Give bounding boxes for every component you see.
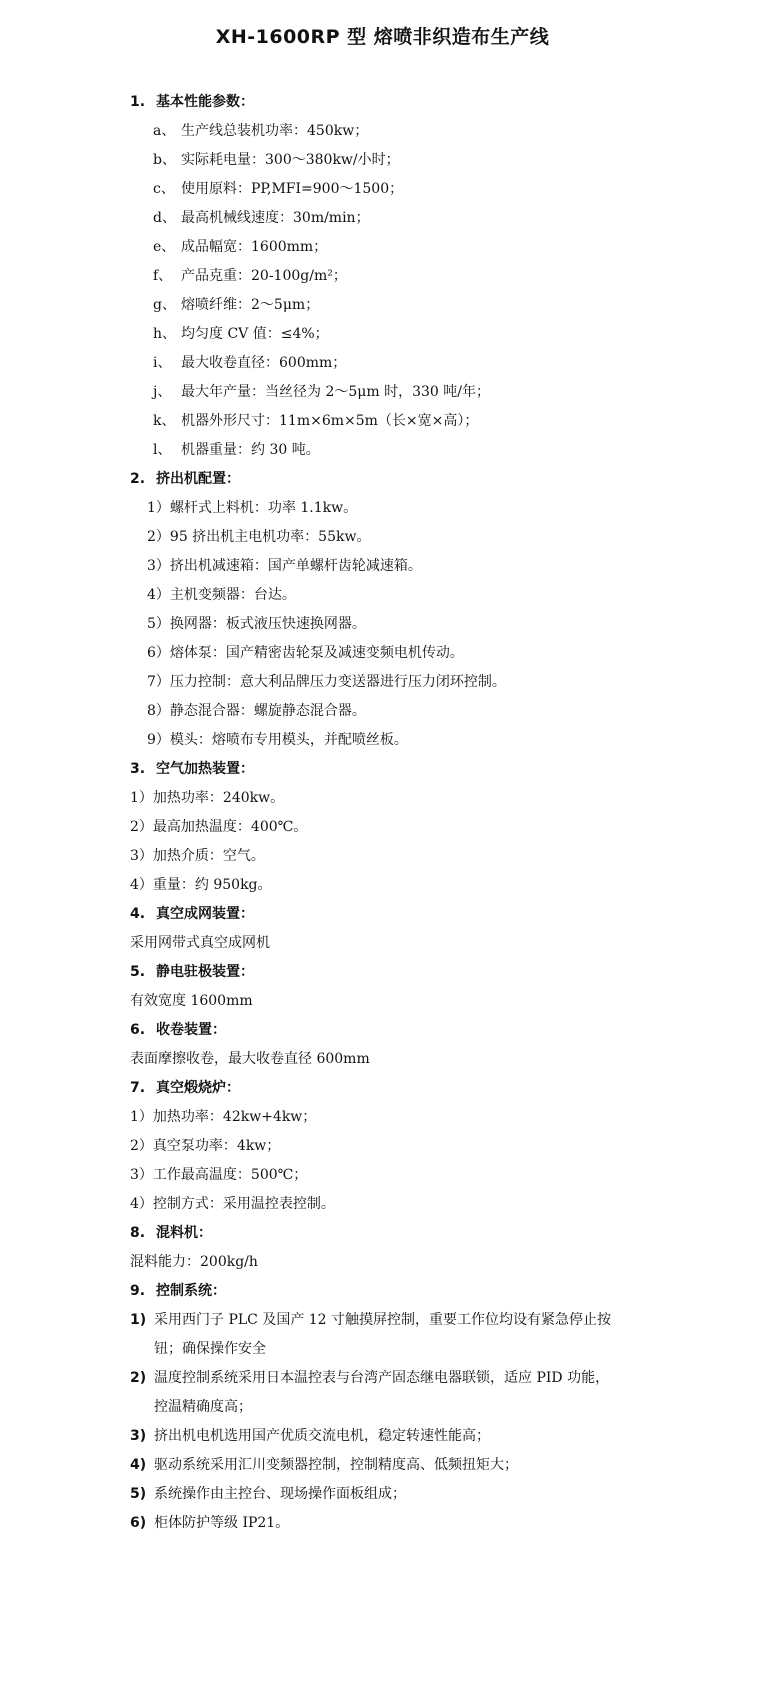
furnace-item: 1）加热功率：42kw+4kw；	[130, 1109, 317, 1125]
control-item: 5) 系统操作由主控台、现场操作面板组成；	[130, 1486, 406, 1502]
spec-item: g、 熔喷纤维：2～5μm；	[153, 297, 320, 313]
spec-item: d、 最高机械线速度：30m/min；	[153, 210, 370, 226]
extruder-item: 8）静态混合器：螺旋静态混合器。	[147, 703, 366, 719]
document-title: XH-1600RP 型 熔喷非织造布生产线	[215, 26, 550, 48]
air-heating-item: 4）重量：约 950kg。	[130, 877, 272, 893]
spec-item: e、 成品幅宽：1600mm；	[153, 239, 328, 255]
section-3-heading: 3. 空气加热装置：	[130, 761, 254, 777]
extruder-item: 9）模头：熔喷布专用模头，并配喷丝板。	[147, 732, 408, 748]
control-item-continuation: 钮；确保操作安全	[154, 1341, 266, 1357]
spec-item: j、 最大年产量：当丝径为 2～5μm 时，330 吨/年；	[153, 384, 490, 400]
control-item: 1) 采用西门子 PLC 及国产 12 寸触摸屏控制，重要工作位均设有紧急停止按	[130, 1312, 612, 1328]
extruder-item: 7）压力控制：意大利品牌压力变送器进行压力闭环控制。	[147, 674, 506, 690]
section-4-heading: 4. 真空成网装置：	[130, 906, 254, 922]
section-5-heading: 5. 静电驻极装置：	[130, 964, 254, 980]
section-1-heading: 1. 基本性能参数：	[130, 94, 254, 110]
extruder-item: 4）主机变频器：台达。	[147, 587, 296, 603]
control-item: 6) 柜体防护等级 IP21。	[130, 1515, 290, 1531]
section-6-heading: 6. 收卷装置：	[130, 1022, 226, 1038]
extruder-item: 2）95 挤出机主电机功率：55kw。	[147, 529, 371, 545]
winder-item: 表面摩擦收卷，最大收卷直径 600mm	[130, 1051, 370, 1067]
spec-item: c、 使用原料：PP,MFI=900～1500；	[153, 181, 404, 197]
furnace-item: 4）控制方式：采用温控表控制。	[130, 1196, 335, 1212]
control-item: 2) 温度控制系统采用日本温控表与台湾产固态继电器联锁，适应 PID 功能，	[130, 1370, 610, 1386]
air-heating-item: 3）加热介质：空气。	[130, 848, 265, 864]
spec-item: b、 实际耗电量：300～380kw/小时；	[153, 152, 400, 168]
spec-item: a、 生产线总装机功率：450kw；	[153, 123, 369, 139]
control-item-continuation: 控温精确度高；	[154, 1399, 252, 1415]
section-8-heading: 8. 混料机：	[130, 1225, 212, 1241]
furnace-item: 3）工作最高温度：500℃；	[130, 1167, 308, 1183]
spec-item: i、 最大收卷直径：600mm；	[153, 355, 347, 371]
spec-item: f、 产品克重：20-100g/m²；	[153, 268, 347, 284]
section-9-heading: 9. 控制系统：	[130, 1283, 226, 1299]
section-2-heading: 2. 挤出机配置：	[130, 471, 240, 487]
spec-item: k、 机器外形尺寸：11m×6m×5m（长×宽×高）；	[153, 413, 479, 429]
spec-item: l、 机器重量：约 30 吨。	[153, 442, 320, 458]
vacuum-forming-item: 采用网带式真空成网机	[130, 935, 270, 951]
control-item: 3) 挤出机电机选用国产优质交流电机，稳定转速性能高；	[130, 1428, 490, 1444]
section-7-heading: 7. 真空煅烧炉：	[130, 1080, 240, 1096]
control-item: 4) 驱动系统采用汇川变频器控制，控制精度高、低频扭矩大；	[130, 1457, 518, 1473]
air-heating-item: 2）最高加热温度：400℃。	[130, 819, 308, 835]
extruder-item: 1）螺杆式上料机：功率 1.1kw。	[147, 500, 358, 516]
furnace-item: 2）真空泵功率：4kw；	[130, 1138, 281, 1154]
air-heating-item: 1）加热功率：240kw。	[130, 790, 285, 806]
electret-item: 有效宽度 1600mm	[130, 993, 253, 1009]
extruder-item: 5）换网器：板式液压快速换网器。	[147, 616, 366, 632]
extruder-item: 6）熔体泵：国产精密齿轮泵及减速变频电机传动。	[147, 645, 464, 661]
extruder-item: 3）挤出机减速箱：国产单螺杆齿轮减速箱。	[147, 558, 422, 574]
spec-item: h、 均匀度 CV 值：≤4%；	[153, 326, 329, 342]
mixer-item: 混料能力：200kg/h	[130, 1254, 258, 1270]
